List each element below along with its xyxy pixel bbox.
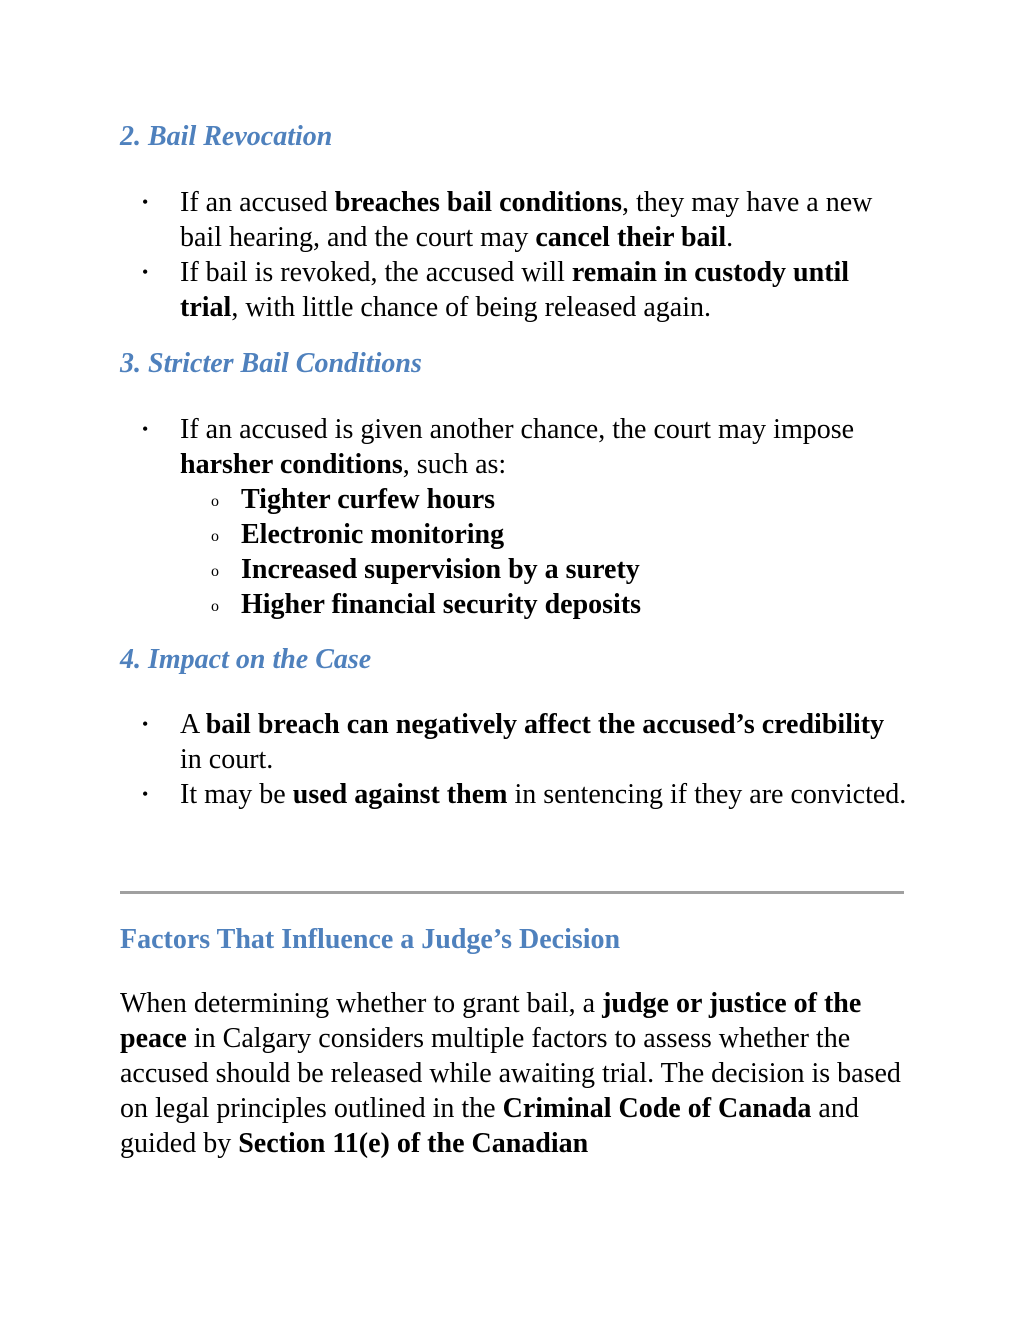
bullet-icon: • <box>142 192 149 212</box>
sublist-item: o Increased supervision by a surety <box>241 552 910 587</box>
bullet-icon: • <box>142 262 149 282</box>
bullet-icon: • <box>142 784 149 804</box>
section-heading-impact-on-case: 4. Impact on the Case <box>120 644 372 675</box>
circle-bullet-icon: o <box>211 598 219 615</box>
list-item: • A bail breach can negatively affect the accused’s credibility in court. <box>142 709 885 775</box>
section-heading-factors: Factors That Influence a Judge’s Decision <box>120 924 621 955</box>
circle-bullet-icon: o <box>211 528 219 545</box>
horizontal-divider <box>120 891 904 894</box>
sublist-item: o Tighter curfew hours <box>241 482 910 517</box>
circle-bullet-icon: o <box>211 563 219 580</box>
conditions-sublist <box>180 482 910 622</box>
bullet-icon: • <box>142 419 149 439</box>
list-item: • If bail is revoked, the accused will remain in custody until trial, with little chance of being released again. <box>142 257 850 323</box>
bullet-icon: • <box>142 714 149 734</box>
list-item: • It may be used against them in sentencing if they are convicted. <box>142 779 907 810</box>
impact-list <box>142 707 910 812</box>
section-heading-bail-revocation: 2. Bail Revocation <box>120 121 333 152</box>
list-item: • If an accused is given another chance, the court may impose harsher conditions, such as: o Tighter curfew hours o Electronic monitoring o Increased supervision by a surety o Higher financial security deposits <box>180 412 910 622</box>
sublist-item: o Higher financial security deposits <box>241 587 910 622</box>
stricter-conditions-list <box>142 412 910 622</box>
section-heading-stricter-conditions: 3. Stricter Bail Conditions <box>120 348 422 379</box>
list-item: • If an accused breaches bail conditions, they may have a new bail hearing, and the court may cancel their bail. <box>142 187 873 253</box>
bail-revocation-list <box>142 185 910 325</box>
factors-paragraph: When determining whether to grant bail, a judge or justice of the peace in Calgary considers multiple factors to assess whether the accused should be released while awaiting trial. The decision is based on legal principles outlined in the Criminal Code of Canada and guided by Section 11(e) of the Canadian <box>120 988 901 1159</box>
sublist-item: o Electronic monitoring <box>241 517 910 552</box>
circle-bullet-icon: o <box>211 493 219 510</box>
